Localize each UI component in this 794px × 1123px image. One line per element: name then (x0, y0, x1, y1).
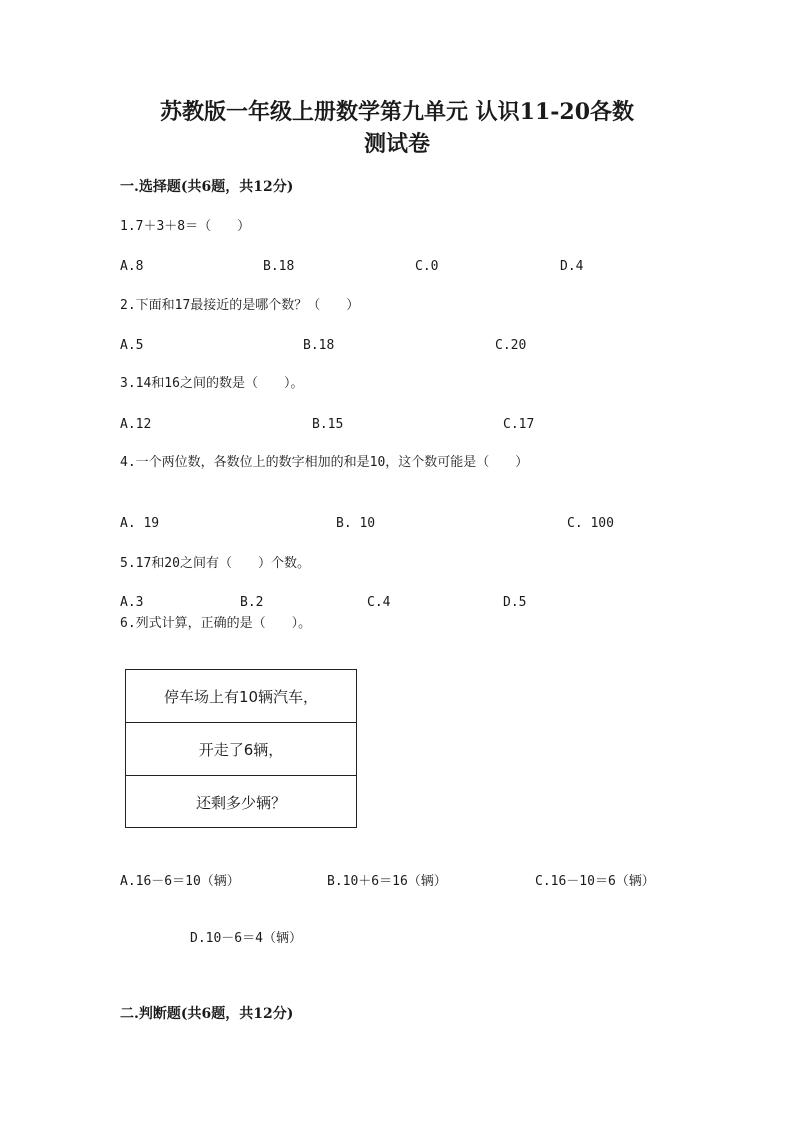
q5-option-b: B.2 (240, 595, 264, 610)
q1-option-a: A.8 (120, 259, 144, 274)
q2-option-a: A.5 (120, 338, 144, 353)
q6-option-b: B.10＋6＝16（辆） (327, 874, 447, 889)
question-1: 1.7＋3＋8＝（ ） (120, 219, 251, 234)
q6-option-a: A.16－6＝10（辆） (120, 874, 240, 889)
section-heading-choice: 一.选择题(共6题，共12分) (120, 179, 294, 195)
q5-option-a: A.3 (120, 595, 144, 610)
question-4: 4.一个两位数，各数位上的数字相加的和是10，这个数可能是（ ） (120, 455, 529, 470)
question-2: 2.下面和17最接近的是哪个数？（ ） (120, 298, 360, 313)
q6-option-c: C.16－10＝6（辆） (535, 874, 655, 889)
q4-option-b: B. 10 (336, 516, 376, 531)
q2-option-c: C.20 (495, 338, 527, 353)
question-5: 5.17和20之间有（ ）个数。 (120, 556, 310, 571)
q1-option-d: D.4 (560, 259, 584, 274)
table-row: 还剩多少辆？ (195, 793, 286, 812)
table-row: 停车场上有10辆汽车， (126, 670, 356, 723)
q6-option-d: D.10－6＝4（辆） (190, 931, 302, 946)
word-problem-table (125, 669, 357, 828)
q4-option-a: A. 19 (120, 516, 160, 531)
q5-option-c: C.4 (367, 595, 391, 610)
q2-option-b: B.18 (303, 338, 335, 353)
q3-option-c: C.17 (503, 417, 535, 432)
q1-option-b: B.18 (263, 259, 295, 274)
table-row: 开走了6辆， (126, 723, 356, 776)
page-title (80, 96, 714, 160)
question-6: 6.列式计算，正确的是（ ）。 (120, 616, 312, 631)
question-3: 3.14和16之间的数是（ ）。 (120, 376, 304, 391)
q3-option-b: B.15 (312, 417, 344, 432)
q5-option-d: D.5 (503, 595, 527, 610)
q3-option-a: A.12 (120, 417, 152, 432)
section-heading-judgement: 二.判断题(共6题，共12分) (120, 1006, 294, 1022)
title-line-1: 苏教版一年级上册数学第九单元 认识11-20各数 (159, 99, 635, 125)
q4-option-c: C. 100 (567, 516, 614, 531)
q1-option-c: C.0 (415, 259, 439, 274)
title-line-2: 测试卷 (363, 131, 430, 157)
